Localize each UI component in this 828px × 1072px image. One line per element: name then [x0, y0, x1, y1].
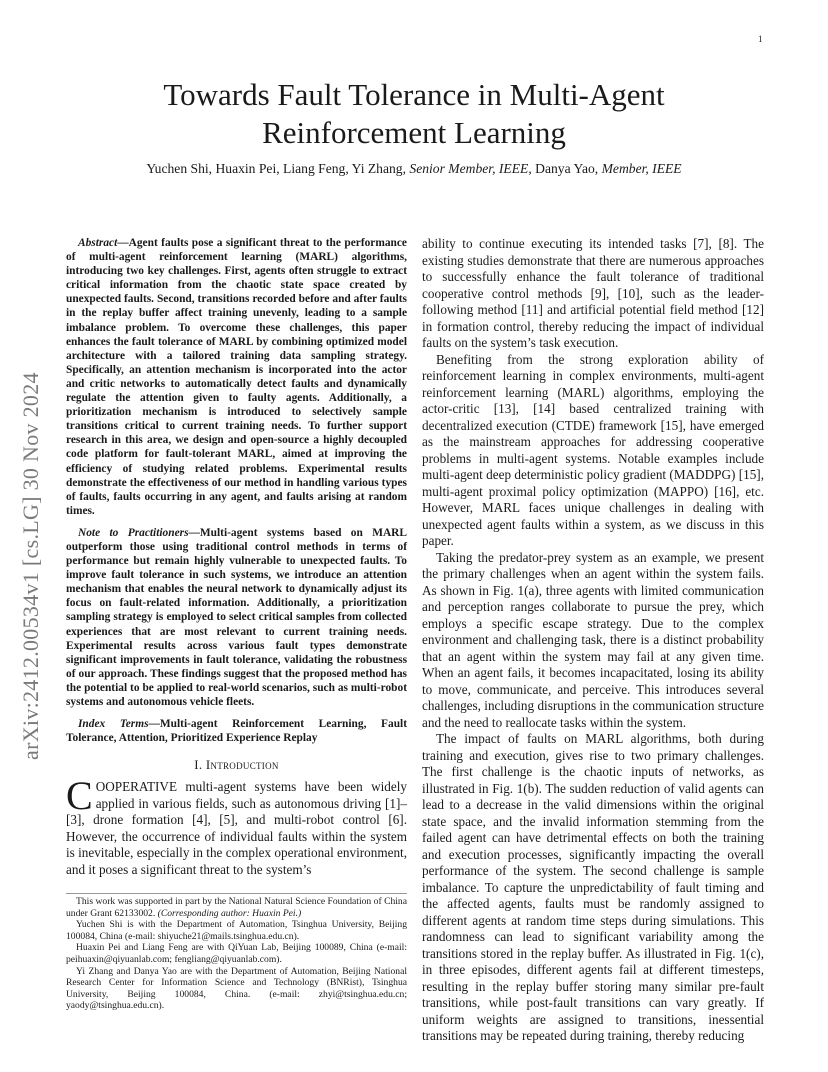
footnotes	[66, 893, 407, 1012]
intro-first-word: OOPERATIVE	[95, 779, 178, 795]
body-paragraph: The impact of faults on MARL algorithms, both during training and execution, gives rise to two primary challenges. The first challenge is the chaotic inputs of networks, as illustrated in Fig. 1(b). The sudden reduction of valid agents can lead to a decrease in the valid dimensions within the original state space, and the invalid information stemming from the failed agent can have detrimental effects on both the training and execution processes, significantly impacting the overall performance of the system. The second challenge is sample imbalance. To capture the unpredictability of fault timing and the affected agents, faults must be randomly assigned to different agents at random time steps during simulations. This randomness can lead to significant variability among the transitions stored in the replay buffer. As illustrated in Fig. 1(c), in three episodes, different agents fail at different timesteps, resulting in the replay buffer storing many similar pre-fault transitions, while post-fault transitions can vary greatly. If uniform weights are assigned to transitions, inessential transitions may be repeated during training, thereby reducing	[422, 731, 764, 1043]
page-number: 1	[758, 34, 763, 44]
author-names: Yuchen Shi, Huaxin Pei, Liang Feng, Yi Zhang,	[146, 161, 410, 176]
note-lead: Note to Practitioners	[78, 526, 189, 539]
section-heading-introduction	[66, 758, 407, 773]
author-names: , Danya Yao,	[528, 161, 602, 176]
paper-title: Towards Fault Tolerance in Multi-Agent Reinforcement Learning	[163, 77, 665, 150]
corresponding-author: (Corresponding author: Huaxin Pei.)	[157, 907, 302, 919]
abstract-text: —Agent faults pose a significant threat to the performance of multi-agent reinforcement learning (MARL) algorithms, introducing two key challenges. First, agents often struggle to extract critical information from the chaotic state space created by unexpected faults. Second, transitions recorded before and after faults in the replay buffer affect training unevenly, leading to a sample imbalance problem. To overcome these challenges, this paper enhances the fault tolerance of MARL by combining optimized model architecture with a tailored training data sampling strategy. Specifically, an attention mechanism is incorporated into the actor and critic networks to automatically detect faults and dynamically regulate the attention given to faulty agents. Additionally, a prioritization mechanism is introduced to selectively sample transitions critical to current training needs. To further support research in this area, we design and open-source a highly decoupled code platform for fault-tolerant MARL, aimed at improving the efficiency of studying related problems. Experimental results demonstrate the effectiveness of our method in handling various types of faults, faults occurring in any agent, and faults arising at random times.	[66, 237, 407, 517]
note-to-practitioners	[66, 526, 407, 709]
body-paragraph: Taking the predator-prey system as an example, we present the primary challenges when an agent within the system fails. As shown in Fig. 1(a), three agents with limited communication and perception ranges collaborate to pursue the prey, which employs a specific escape strategy. Due to the complex environment and challenging task, there is a distinct probability that an agent within the system may fail at any given time. When an agent fails, it becomes incapacitated, losing its ability to move, communicate, and perceive. This introduces several challenges, including disruptions in the communication structure and the need to reallocate tasks within the system.	[422, 549, 764, 730]
body-paragraph: ability to continue executing its intended tasks [7], [8]. The existing studies demonstrate that there are numerous approaches to successfully enhance the fault tolerance of traditional cooperative control methods [9], [10], such as the leader-following method [11] and artificial potential field method [12] in formation control, thereby reducing the impact of individual faults on the system’s task execution.	[422, 236, 764, 350]
section-number: I.	[194, 758, 206, 773]
footnote-affiliation: Huaxin Pei and Liang Feng are with QiYuan Lab, Beijing 100089, China (e-mail: peihuaxin@qiyuanlab.com; fengliang@qiyuanlab.com).	[66, 942, 407, 965]
body-paragraph: Benefiting from the strong exploration ability of reinforcement learning in complex environments, multi-agent reinforcement learning (MARL) algorithms, employing the actor-critic [13], [14] based centralized training with decentralized execution (CTDE) framework [15], have emerged as the mainstream approaches for addressing cooperative problems in multi-agent systems. Notable examples include multi-agent deep deterministic policy gradient (MADDPG) [15], multi-agent proximal policy optimization (MAPPO) [16], etc. However, MARL faces unique challenges in dealing with unexpected agent faults within a system, as we discuss in this paper.	[422, 351, 764, 548]
drop-cap: C	[66, 773, 93, 819]
intro-text: multi-agent systems have been widely applied in various fields, such as autonomous driving [1]–[3], drone formation [4], [5], and multi-robot control [6]. However, the occurrence of individual faults within the system is inevitable, especially in the complex operational environment, and it poses a significant threat to the system’s	[66, 779, 407, 877]
author-list	[60, 160, 768, 178]
footnote-affiliation: Yuchen Shi is with the Department of Automation, Tsinghua University, Beijing 100084, China (e-mail: shiyuche21@mails.tsinghua.edu.cn).	[66, 919, 407, 942]
abstract-lead: Abstract	[78, 237, 118, 249]
footnote-text: This work was supported in part by the National Natural Science Foundation of China under Grant 62133002.	[66, 896, 407, 919]
left-column	[66, 236, 407, 878]
abstract	[66, 236, 407, 518]
footnote-affiliation: Yi Zhang and Danya Yao are with the Department of Automation, Beijing National Research Center for Information Science and Technology (BNRist), Tsinghua University, Beijing 100084, China. (e-mail: zhyi@tsinghua.edu.cn; yaody@tsinghua.edu.cn).	[66, 965, 407, 1012]
right-column	[422, 236, 764, 1045]
note-text: —Multi-agent systems based on MARL outperform those using traditional control methods in terms of performance but remain highly vulnerable to unexpected faults. To improve fault tolerance in such systems, we introduce an attention mechanism that enables the neural network to dynamically adjust its focus on fault-related information. Additionally, a prioritization sampling strategy is employed to select critical samples from collected experiences that are most relevant to current training needs. Experimental results across various fault types demonstrate significant improvements in fault tolerance, validating the robustness of our approach. These findings suggest that the proposed method has the potential to be applied to real-world scenarios, such as multi-robot systems and autonomous vehicle fleets.	[66, 526, 408, 708]
section-title: Introduction	[205, 758, 279, 773]
author-membership: Senior Member, IEEE	[409, 161, 529, 176]
author-membership: Member, IEEE	[601, 161, 682, 176]
index-terms	[66, 717, 407, 745]
footnote-funding	[66, 896, 407, 919]
index-terms-text: —Multi-agent Reinforcement Learning, Fault Tolerance, Attention, Prioritized Experience Replay	[66, 718, 407, 745]
index-terms-lead: Index Terms	[78, 718, 149, 731]
intro-paragraph	[66, 773, 407, 878]
arxiv-identifier[interactable]: arXiv:2412.00534v1 [cs.LG] 30 Nov 2024	[18, 372, 43, 760]
